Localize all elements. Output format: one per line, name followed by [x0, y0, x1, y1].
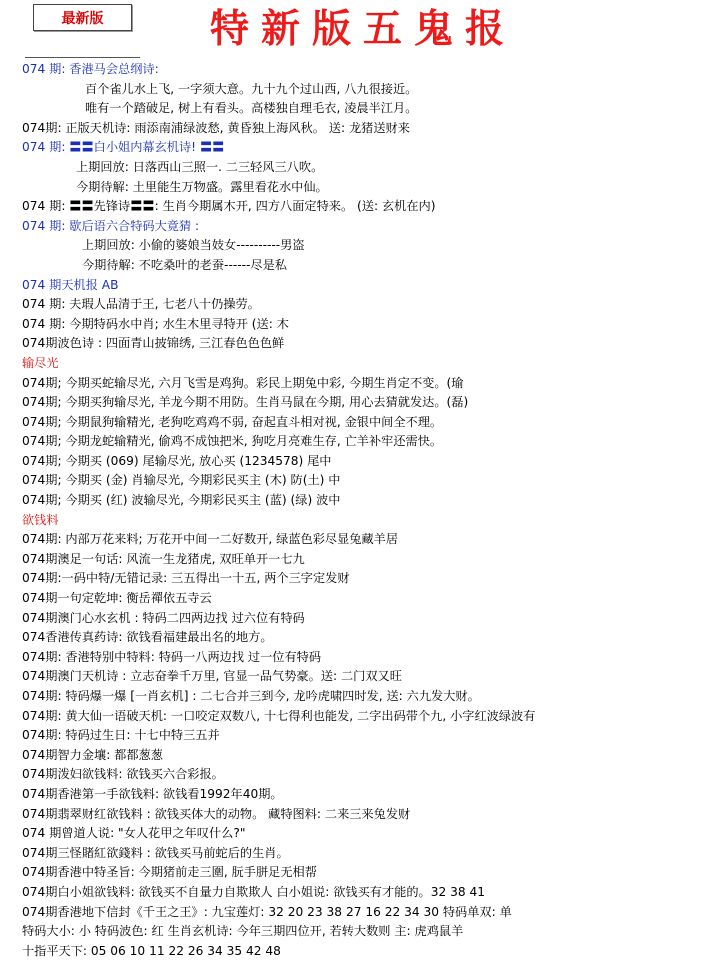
text-line: 074期:一码中特/无错记录: 三五得出一十五, 两个三字定发财 — [22, 571, 350, 586]
text-line: 今期待解: 不吃桑叶的老蚕------尽是私 — [82, 257, 287, 272]
text-line: 074 期天机报 AB — [22, 277, 119, 292]
page-title: 特新版五鬼报 — [210, 6, 517, 52]
text-line: 074期智力金壤: 都都葱葱 — [22, 747, 163, 762]
text-line: 074 期曾道人说: "女人花甲之年叹什么?" — [22, 826, 246, 841]
text-line: 074期; 今期龙蛇输精光, 偷鸡不成蚀把米, 狗吃月亮难生存, 亡羊补牢还需快。 — [22, 434, 443, 449]
text-line: 074期香港地下信封《千王之王》: 九宝莲灯: 32 20 23 38 27 16 22 34 30 特码单双: 单 — [22, 904, 512, 919]
text-line: 074期: 香港特别中特料: 特码一八两边找 过一位有特码 — [22, 649, 322, 664]
text-line: 074期香港中特圣旨: 今期猪前走三圍, 朊手胼足无相帮 — [22, 865, 317, 880]
text-line: 074期: 黄大仙一语破天机: 一口咬定双数八, 十七得利也能发, 二字出码带个九, 小字红波绿波有 — [22, 708, 536, 723]
section-heading: 输尽光 — [22, 355, 59, 370]
text-line: 上期回放: 小偷的婆娘当妓女----------男盗 — [82, 238, 305, 253]
text-line: 074香港传真药诗: 欲钱看福建最出名的地方。 — [22, 630, 273, 645]
text-line: 074期泼妇欲钱料: 欲钱买六合彩报。 — [22, 767, 224, 782]
prediction-list — [22, 60, 710, 961]
text-line: 074 期: 香港马会总纲诗: — [22, 62, 159, 76]
text-line: 074期: 特码爆一爆 [一肖玄机] : 二七合并三到今, 龙吟虎啸四时发, 送: 六九发大财。 — [22, 689, 480, 703]
text-line: 074期; 今期买狗输尽光, 羊龙今期不用防。生肖马鼠在今期, 用心去猜就发达。(磊) — [22, 395, 469, 410]
text-line: 074期; 今期买 (红) 波输尽光, 今期彩民买主 (蓝) (绿) 波中 — [22, 493, 341, 508]
text-line: 074期; 今期鼠狗输精光, 老狗吃鸡鸡不弱, 奋起直斗相对视, 金银中间全不理。 — [22, 414, 443, 429]
text-line: 074期: 正版天机诗: 雨添南浦绿波愁, 黄昏独上海风秋。 送: 龙猪送财来 — [22, 120, 410, 135]
text-line: 特码大小: 小 特码波色: 红 生肖玄机诗: 今年三期四位开, 若转大数则 主: 虎鸡鼠羊 — [22, 924, 464, 939]
text-line: 074期; 今期买 (069) 尾输尽光, 放心买 (1234578) 尾中 — [22, 453, 332, 468]
text-line: 074期香港第一手欲钱料: 欲钱看1992年40期。 — [22, 786, 283, 801]
text-line: 074期白小姐欲钱料: 欲钱买不自量力自欺欺人 白小姐说: 欲钱买有才能的。32 38 41 — [22, 884, 485, 899]
text-line: 074期波色诗 : 四面青山披锦绣, 三江春色色色鲜 — [22, 336, 285, 351]
text-line: 074期; 今期买蛇输尽光, 六月飞雪是鸡狗。彩民上期兔中彩, 今期生肖定不变。(瑜 — [22, 375, 464, 390]
text-line: 074 期: 今期特码水中肖; 水生木里寻特开 (送: 木 — [22, 316, 289, 331]
text-line: 今期待解: 土里能生万物盛。露里看花水中仙。 — [76, 179, 328, 194]
section-heading: 欲钱料 — [22, 512, 59, 527]
text-line: 074期三怪賭紅欲錢料 : 欲钱买马前蛇后的生肖。 — [22, 845, 289, 860]
text-line: 074期澳门心水玄机 : 特码二四两边找 过六位有特码 — [22, 610, 305, 625]
text-line: 074期澳门天机诗 : 立志奋拳千万里, 官显一品气势豪。送: 二门双又旺 — [22, 669, 402, 684]
text-line: 上期回放: 日落西山三照一. 二三轻风三八吹。 — [76, 159, 324, 174]
text-line: 074期: 内部万花来料; 万花开中间一二好数开, 绿蓝色彩尽显兔藏羊居 — [22, 532, 399, 547]
text-line: 074 期: 〓〓先锋诗〓〓: 生肖今期属木开, 四方八面定特来。 (送: 玄机在内) — [22, 199, 436, 214]
text-line: 074 期: 歇后语六合特码大竟猜 : — [22, 218, 200, 233]
text-line: 074期一句定乾坤: 衡岳禪依五寺云 — [22, 591, 212, 606]
text-line: 十指平天下: 05 06 10 11 22 26 34 35 42 48 — [22, 943, 281, 958]
text-line: 百个雀儿水上飞, 一字须大意。九十九个过山西, 八九很接近。 — [85, 81, 418, 96]
text-line: 074期翡翠财红欲钱料 : 欲钱买体大的动物。 藏特图料: 二来三来兔发财 — [22, 806, 411, 821]
text-line: 唯有一个踏破足, 树上有看头。高楼独自理毛衣, 凌晨半江月。 — [85, 101, 418, 116]
header-divider — [25, 57, 140, 58]
text-line: 074 期: 夫瑕人品清于王, 七老八十仍操劳。 — [22, 297, 260, 312]
latest-version-badge: 最新版 — [33, 4, 132, 31]
text-line: 074期澳足一句话: 风流一生龙猪虎, 双旺单开一七九 — [22, 551, 305, 566]
text-line: 074 期: 〓〓白小姐内幕玄机诗! 〓〓 — [22, 140, 225, 155]
text-line: 074期; 今期买 (金) 肖输尽光, 今期彩民买主 (木) 防(土) 中 — [22, 473, 341, 488]
text-line: 074期: 特码过生日: 十七中特三五并 — [22, 728, 220, 743]
